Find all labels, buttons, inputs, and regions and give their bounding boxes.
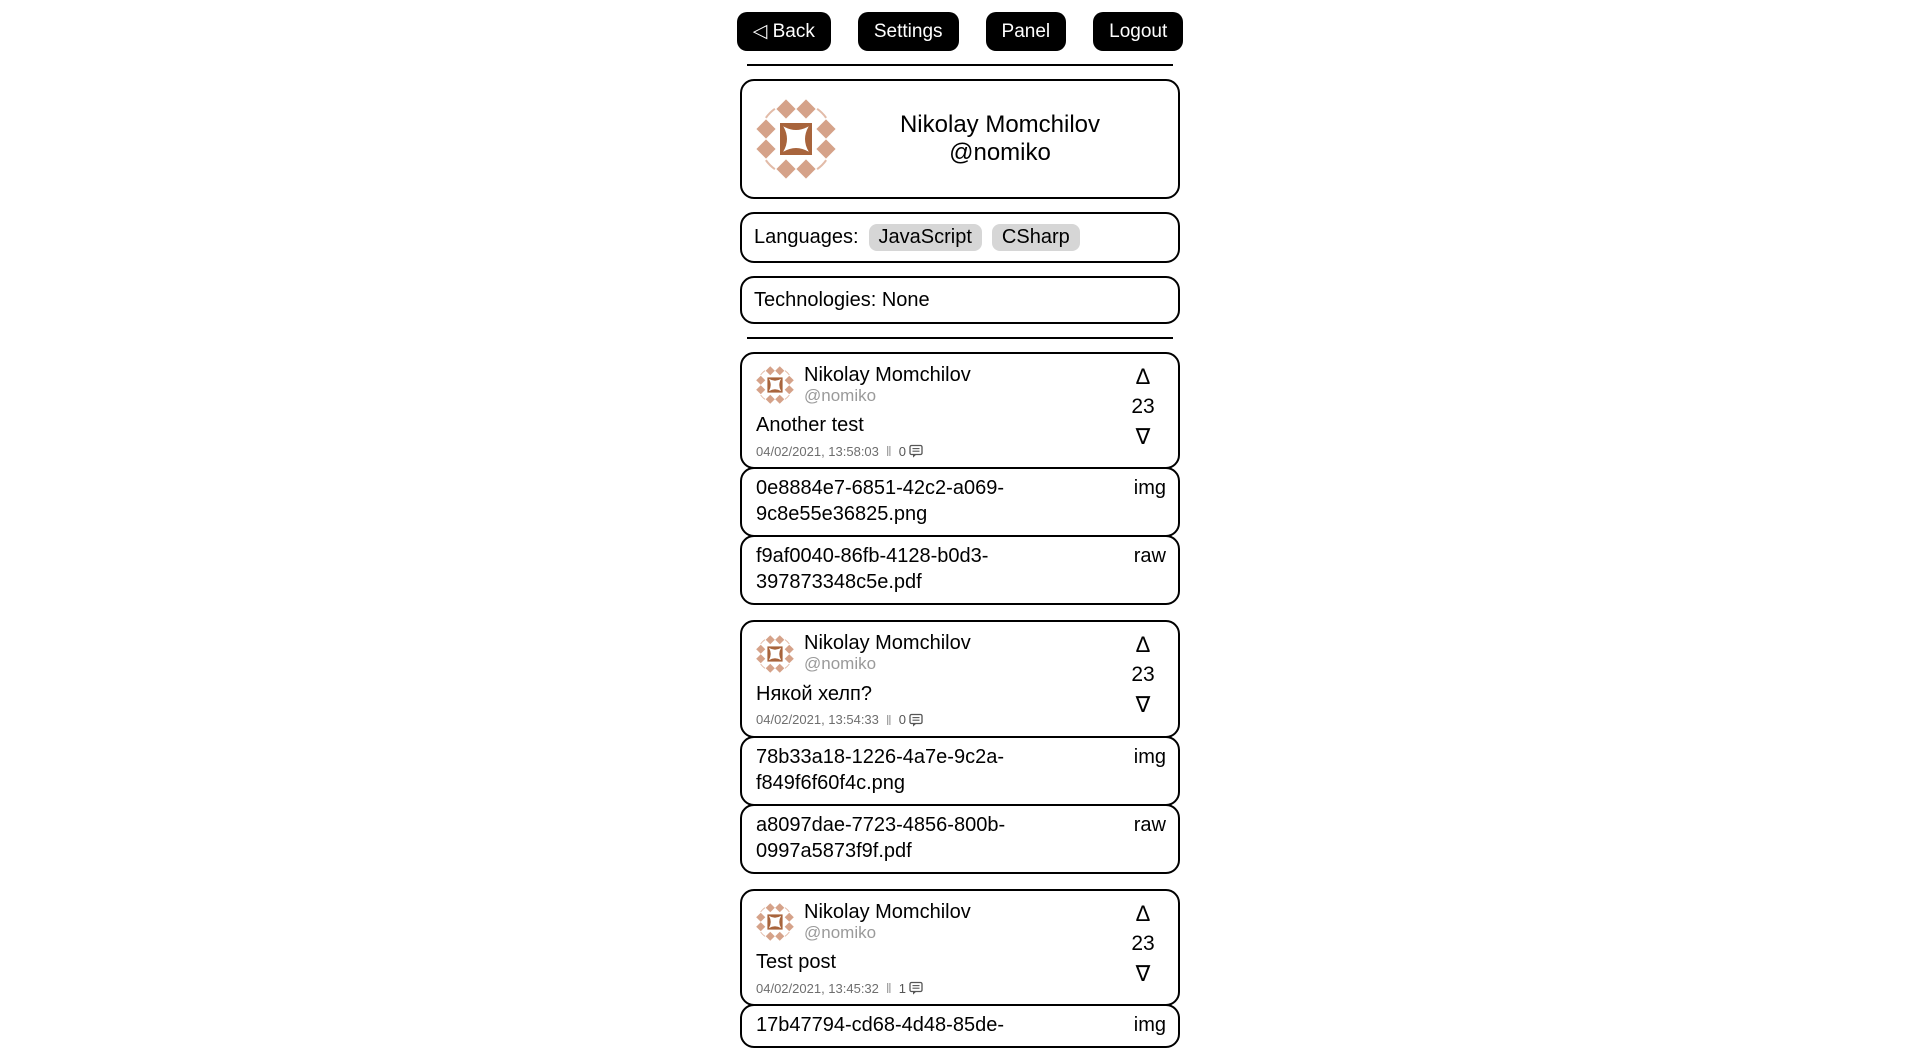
post-author-block	[804, 901, 971, 943]
attachment-card[interactable]	[740, 467, 1180, 537]
post-comments	[899, 712, 923, 727]
post-author-name: Nikolay Momchilov	[804, 632, 971, 655]
post-main	[756, 632, 1120, 727]
post-main	[756, 364, 1120, 459]
comment-bubble-icon	[909, 981, 923, 995]
upvote-button[interactable]: Δ	[1135, 632, 1151, 658]
logout-button[interactable]: Logout	[1093, 12, 1183, 51]
post-author-name: Nikolay Momchilov	[804, 900, 971, 923]
post-avatar-identicon-icon	[756, 903, 794, 941]
post-timestamp: 04/02/2021, 13:58:03	[756, 443, 879, 459]
vote-column	[1120, 632, 1166, 727]
post-main	[756, 901, 1120, 996]
comment-count: 1	[898, 980, 906, 996]
post-group	[740, 620, 1180, 873]
top-toolbar	[740, 0, 1180, 51]
meta-separator: ‖	[885, 443, 892, 460]
divider-top	[747, 64, 1173, 66]
post-meta	[756, 980, 1120, 996]
attachment-card[interactable]	[740, 1004, 1180, 1048]
attachment-filename: 78b33a18-1226-4a7e-9c2a-f849f6f60f4c.png	[756, 745, 1004, 794]
post-author-block	[804, 364, 971, 406]
divider-posts	[747, 337, 1173, 339]
attachment-type-label: raw	[1133, 813, 1166, 836]
profile-card	[740, 79, 1180, 199]
post-author-name: Nikolay Momchilov	[804, 364, 971, 386]
post-title: Някой хелп?	[756, 682, 872, 705]
meta-separator: ‖	[885, 711, 892, 728]
comment-count: 0	[898, 712, 906, 728]
meta-separator: ‖	[885, 980, 892, 997]
post-header	[756, 364, 1120, 406]
attachment-type-label: img	[1133, 477, 1166, 500]
panel-button[interactable]: Panel	[986, 12, 1067, 51]
attachment-filename: 17b47794-cd68-4d48-85de-	[756, 1014, 1004, 1037]
post-title: Another test	[756, 414, 864, 437]
attachment-type-label: img	[1133, 1014, 1166, 1037]
post-header	[756, 632, 1120, 674]
profile-handle: @nomiko	[949, 139, 1051, 166]
attachment-filename: 0e8884e7-6851-42c2-a069-9c8e55e36825.png	[756, 477, 1004, 526]
vote-count: 23	[1131, 395, 1155, 418]
main-column	[740, 0, 1180, 1048]
attachment-type-label: raw	[1133, 545, 1166, 568]
attachment-card[interactable]	[740, 736, 1180, 806]
post-comments	[899, 444, 923, 459]
profile-name: Nikolay Momchilov	[899, 110, 1101, 138]
language-badge-csharp: CSharp	[992, 224, 1080, 251]
post-title: Test post	[756, 951, 837, 974]
languages-card	[740, 212, 1180, 263]
vote-count: 23	[1131, 931, 1155, 955]
post-card[interactable]	[740, 620, 1180, 737]
comment-bubble-icon	[909, 444, 923, 458]
post-author-handle: @nomiko	[804, 654, 877, 674]
languages-label: Languages:	[754, 226, 859, 248]
downvote-button[interactable]: ∇	[1135, 692, 1151, 718]
vote-column	[1120, 901, 1166, 996]
back-button[interactable]: ◁ Back	[737, 12, 831, 51]
comment-bubble-icon	[909, 713, 923, 727]
post-author-block	[804, 632, 971, 674]
downvote-button[interactable]: ∇	[1135, 960, 1151, 986]
vote-column	[1120, 364, 1166, 459]
profile-identity	[836, 111, 1164, 168]
attachment-filename: a8097dae-7723-4856-800b-0997a5873f9f.pdf	[756, 813, 1006, 862]
post-card[interactable]	[740, 889, 1180, 1006]
upvote-button[interactable]: Δ	[1135, 900, 1151, 926]
settings-button[interactable]: Settings	[858, 12, 959, 51]
technologies-card	[740, 276, 1180, 324]
language-badge-javascript: JavaScript	[869, 224, 982, 251]
post-group	[740, 352, 1180, 605]
post-card[interactable]	[740, 352, 1180, 469]
post-group	[740, 889, 1180, 1048]
vote-count: 23	[1131, 663, 1155, 687]
attachment-type-label: img	[1133, 745, 1166, 768]
post-author-handle: @nomiko	[804, 922, 877, 942]
post-avatar-identicon-icon	[756, 366, 794, 404]
post-timestamp: 04/02/2021, 13:45:32	[756, 980, 879, 996]
downvote-button[interactable]: ∇	[1135, 424, 1151, 449]
post-author-handle: @nomiko	[804, 386, 877, 405]
upvote-button[interactable]: Δ	[1135, 364, 1151, 389]
post-timestamp: 04/02/2021, 13:54:33	[756, 712, 879, 728]
post-avatar-identicon-icon	[756, 635, 794, 673]
post-meta	[756, 443, 1120, 459]
attachment-card[interactable]	[740, 535, 1180, 605]
post-header	[756, 901, 1120, 943]
attachment-filename: f9af0040-86fb-4128-b0d3-397873348c5e.pdf	[756, 545, 989, 594]
attachment-card[interactable]	[740, 804, 1180, 874]
comment-count: 0	[898, 443, 906, 459]
post-meta	[756, 712, 1120, 728]
technologies-label: Technologies: None	[754, 288, 930, 311]
post-comments	[899, 981, 923, 996]
profile-avatar-identicon-icon	[756, 99, 836, 179]
